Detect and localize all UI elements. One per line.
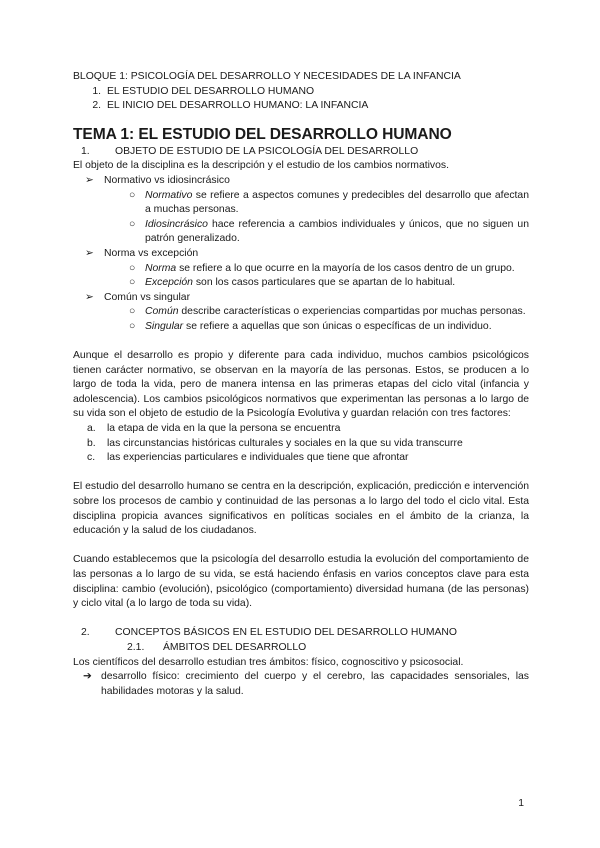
list-item: a. la etapa de vida en la que la persona se encuentra [87,423,341,435]
circle-bullet-icon: ○ [129,277,136,289]
paragraph: Aunque el desarrollo es propio y diferente para cada individuo, muchos cambios psicológicos tienen carácter normativo, se observan en la mayoría de las personas. Estos, se producen a lo largo de toda la vida, pero de manera intensa en las primeras etapas del ciclo vital (infancia y adolescencia). Los cambios psicológicos normativos que experimentan las personas a lo largo de su vida son el objeto de estudio de la Psicología Evolutiva y guardan relación con tres factores: [73,350,529,420]
circle-bullet-icon: ○ [129,218,136,230]
paragraph: El estudio del desarrollo humano se centra en la descripción, explicación, predicción e intervención sobre los procesos de cambio y continuidad de las personas a lo largo del todo el ciclo vital. Esta disciplina propicia avances significativos en políticas sociales en el ámbito de la crianza, la educación y la salud de los ciudadanos. [73,481,529,537]
list-item: ○ Singular se refiere a aquellas que son únicas o específicas de un individuo. [73,320,529,335]
bloque-list [73,85,529,114]
list-item: ○ Común describe características o experiencias compartidas por muchas personas. [73,305,529,320]
subsection-heading: 2.1. ÁMBITOS DEL DESARROLLO [127,641,307,653]
list-item: ○ Norma se refiere a lo que ocurre en la mayoría de los casos dentro de un grupo. [73,262,529,277]
bloque-title: BLOQUE 1: PSICOLOGÍA DEL DESARROLLO Y NECESIDADES DE LA INFANCIA [73,71,461,82]
circle-bullet-icon: ○ [129,189,136,201]
tema-title: TEMA 1: EL ESTUDIO DEL DESARROLLO HUMANO [73,125,452,143]
right-arrow-bullet-icon: ➔ [83,671,92,683]
list-item: b. las circunstancias históricas culturales y sociales en la que su vida transcurre [87,437,463,449]
section-intro: Los científicos del desarrollo estudian tres ámbitos: físico, cognoscitivo y psicosocial. [73,656,464,668]
bloque-item: 2. EL INICIO DEL DESARROLLO HUMANO: LA INFANCIA [92,100,369,112]
list-item: ○ Idiosincrásico hace referencia a cambios individuales y únicos, que no siguen un patrón generalizado. [73,218,529,247]
section-heading: 1. OBJETO DE ESTUDIO DE LA PSICOLOGÍA DEL DESARROLLO [81,145,419,157]
circle-bullet-icon: ○ [129,262,136,274]
circle-bullet-icon: ○ [129,306,136,318]
list-item: ➔ desarrollo físico: crecimiento del cuerpo y el cerebro, las capacidades sensoriales, las habilidades motoras y la salud. [73,670,529,699]
list-item: ○ Excepción son los casos particulares que se apartan de lo habitual. [73,276,529,291]
arrowhead-bullet-icon: ➢ [85,174,94,186]
arrowhead-bullet-icon: ➢ [85,291,94,303]
list-item: ➢ Común vs singular [73,291,529,306]
list-item: ➢ Normativo vs idiosincrásico [73,174,529,189]
page-number: 1 [518,798,524,809]
list-item: ○ Normativo se refiere a aspectos comunes y predecibles del desarrollo que afectan a muchas personas. [73,189,529,218]
section-intro: El objeto de la disciplina es la descripción y el estudio de los cambios normativos. [73,160,449,172]
page-content [73,70,529,699]
list-item: ➢ Norma vs excepción [73,247,529,262]
list-item: c. las experiencias particulares e individuales que tiene que afrontar [87,452,409,464]
section-heading: 2. CONCEPTOS BÁSICOS EN EL ESTUDIO DEL DESARROLLO HUMANO [81,627,458,639]
paragraph: Cuando establecemos que la psicología del desarrollo estudia la evolución del comportamiento de las personas a lo largo de su vida, se está haciendo énfasis en varios conceptos clave para esta disciplina: cambio (evolución), psicológico (comportamiento) diversidad humana (de las personas) y ciclo vital (a lo largo de toda su vida). [73,554,529,610]
circle-bullet-icon: ○ [129,320,136,332]
arrowhead-bullet-icon: ➢ [85,247,94,259]
bloque-item: 1. EL ESTUDIO DEL DESARROLLO HUMANO [92,85,315,97]
